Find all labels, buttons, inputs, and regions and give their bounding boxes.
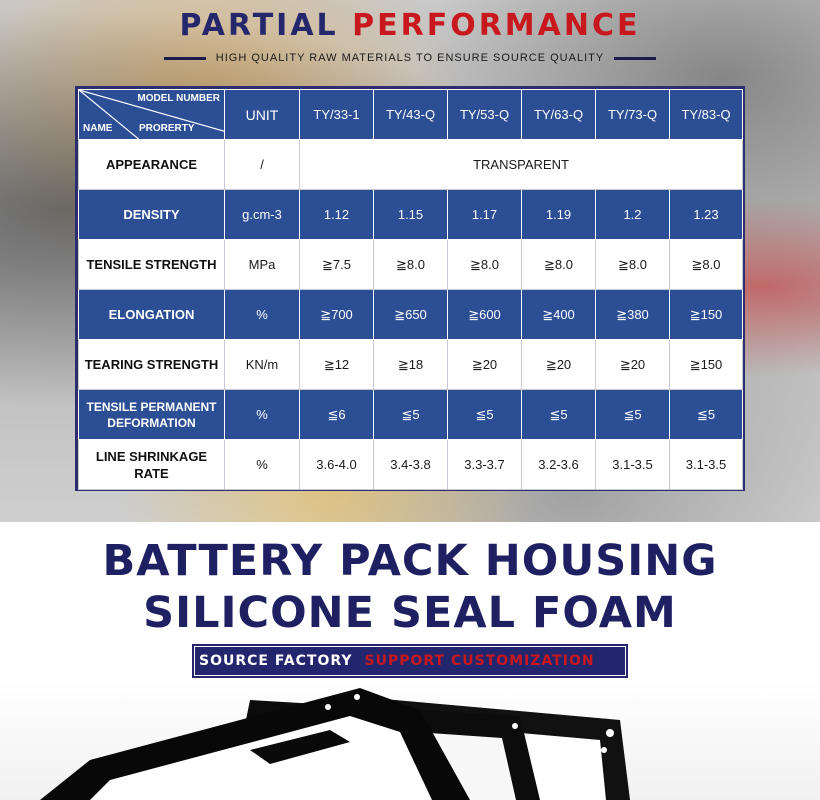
row-name: APPEARANCE [79, 140, 225, 190]
row-unit: % [225, 440, 300, 490]
row-unit: / [225, 140, 300, 190]
model-header: TY/43-Q [374, 90, 448, 140]
unit-header: UNIT [225, 90, 300, 140]
cell-value: ≦6 [300, 390, 374, 440]
cell-value: ≧400 [522, 290, 596, 340]
cell-value: 3.2-3.6 [522, 440, 596, 490]
row-unit: % [225, 390, 300, 440]
cell-value: ≧150 [670, 290, 743, 340]
row-name: DENSITY [79, 190, 225, 240]
cell-value: ≧8.0 [448, 240, 522, 290]
divider-right [614, 57, 656, 60]
model-header: TY/83-Q [670, 90, 743, 140]
cell-value: ≧7.5 [300, 240, 374, 290]
appearance-value: TRANSPARENT [300, 140, 743, 190]
row-name: ELONGATION [79, 290, 225, 340]
table-header-row [79, 90, 743, 140]
product-photo [0, 680, 820, 800]
cell-value: ≧650 [374, 290, 448, 340]
row-name: TENSILE STRENGTH [79, 240, 225, 290]
corner-name-label: NAME [83, 123, 113, 134]
cell-value: ≧20 [522, 340, 596, 390]
model-header: TY/63-Q [522, 90, 596, 140]
cell-value: 3.6-4.0 [300, 440, 374, 490]
row-unit: MPa [225, 240, 300, 290]
model-header: TY/53-Q [448, 90, 522, 140]
section-subtitle: HIGH QUALITY RAW MATERIALS TO ENSURE SOURCE QUALITY [215, 52, 605, 64]
product-heading-line2: SILICONE SEAL FOAM [143, 588, 677, 638]
section-title [0, 8, 820, 43]
table-row [79, 190, 743, 240]
row-name-line2: DEFORMATION [107, 415, 196, 430]
model-header: TY/73-Q [596, 90, 670, 140]
cell-value: ≧700 [300, 290, 374, 340]
badge-support-customization: SUPPORT CUSTOMIZATION [364, 653, 595, 669]
cell-value: ≧20 [596, 340, 670, 390]
corner-model-label: MODEL NUMBER [137, 93, 220, 104]
row-unit: KN/m [225, 340, 300, 390]
cell-value: 1.17 [448, 190, 522, 240]
subtitle-row [0, 52, 820, 64]
row-name-line2: RATE [134, 465, 169, 481]
title-part-1: PARTIAL [179, 8, 339, 43]
row-name-line1: LINE SHRINKAGE [95, 448, 208, 464]
cell-value: ≦5 [670, 390, 743, 440]
cell-value: ≧8.0 [522, 240, 596, 290]
cell-value: ≧18 [374, 340, 448, 390]
cell-value: ≧8.0 [596, 240, 670, 290]
cell-value: 3.1-3.5 [596, 440, 670, 490]
cell-value: 3.4-3.8 [374, 440, 448, 490]
cell-value: 1.2 [596, 190, 670, 240]
table-row [79, 240, 743, 290]
cell-value: ≦5 [522, 390, 596, 440]
cell-value: ≧380 [596, 290, 670, 340]
title-part-2: PERFORMANCE [352, 8, 641, 43]
cell-value: ≧150 [670, 340, 743, 390]
corner-property-label: PRORERTY [139, 123, 195, 134]
row-name [79, 390, 225, 440]
badge-source-factory: SOURCE FACTORY [199, 653, 353, 669]
cell-value: 1.19 [522, 190, 596, 240]
table-row [79, 140, 743, 190]
cell-value: ≦5 [596, 390, 670, 440]
cell-value: 1.15 [374, 190, 448, 240]
row-name [79, 440, 225, 490]
cell-value: ≧20 [448, 340, 522, 390]
cell-value: ≧8.0 [670, 240, 743, 290]
table-row [79, 340, 743, 390]
row-unit: g.cm-3 [225, 190, 300, 240]
divider-left [164, 57, 206, 60]
table-row [79, 440, 743, 490]
cell-value: ≧600 [448, 290, 522, 340]
cell-value: 3.1-3.5 [670, 440, 743, 490]
table-row [79, 390, 743, 440]
table-row [79, 290, 743, 340]
row-name-line1: TENSILE PERMANENT [86, 399, 217, 414]
cell-value: 3.3-3.7 [448, 440, 522, 490]
cell-value: ≦5 [374, 390, 448, 440]
corner-cell [79, 90, 225, 140]
cell-value: 1.12 [300, 190, 374, 240]
cell-value: ≦5 [448, 390, 522, 440]
cell-value: ≧12 [300, 340, 374, 390]
feature-badge [194, 646, 626, 676]
cell-value: 1.23 [670, 190, 743, 240]
model-header: TY/33-1 [300, 90, 374, 140]
performance-table [75, 86, 745, 491]
row-unit: % [225, 290, 300, 340]
cell-value: ≧8.0 [374, 240, 448, 290]
row-name: TEARING STRENGTH [79, 340, 225, 390]
product-heading-line1: BATTERY PACK HOUSING [102, 536, 718, 586]
